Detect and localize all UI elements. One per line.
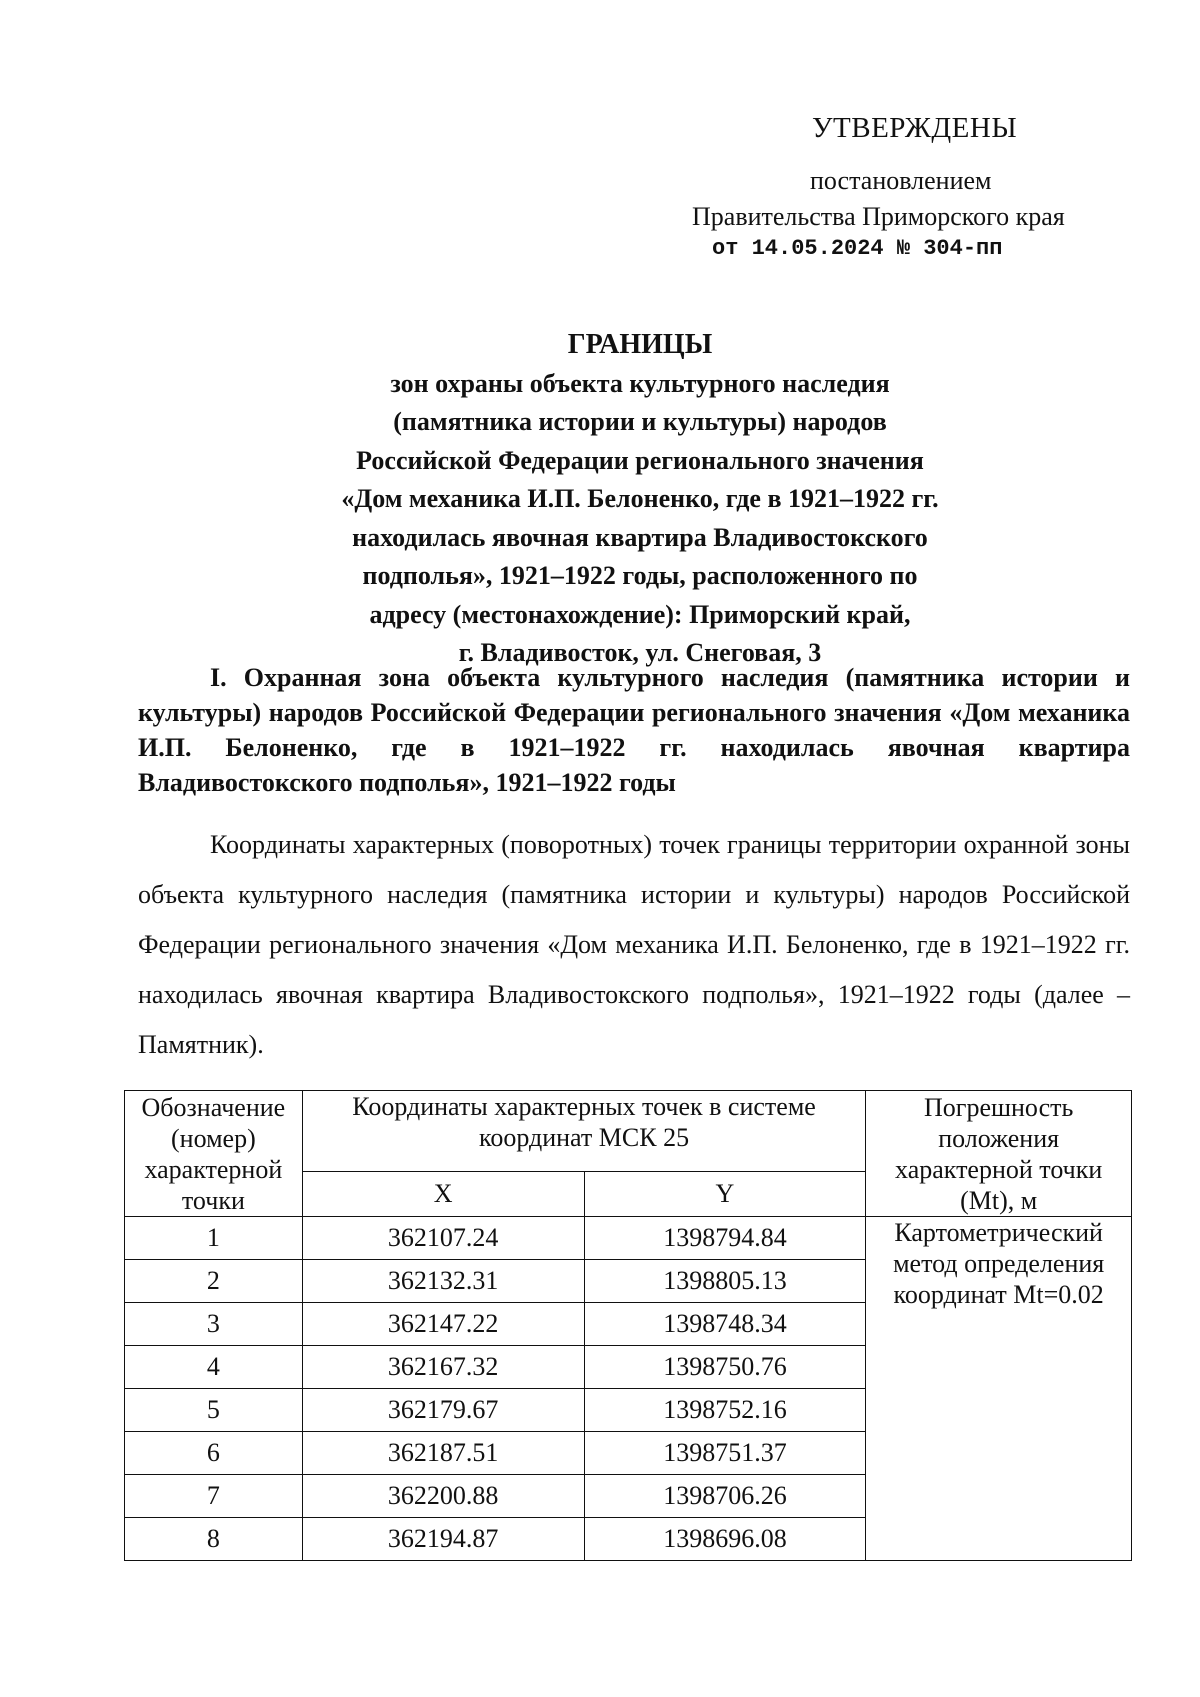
point-number: 4 xyxy=(125,1346,303,1389)
decree-number: от 14.05.2024 № 304-пп xyxy=(712,236,1003,261)
header-coords: Координаты характерных точек в системе координат МСК 25 xyxy=(302,1091,866,1172)
point-number: 7 xyxy=(125,1475,303,1518)
section-heading xyxy=(138,660,1130,800)
document-title xyxy=(240,326,1040,673)
y-value: 1398794.84 xyxy=(584,1217,866,1260)
x-value: 362194.87 xyxy=(302,1518,584,1561)
decree-line-1: постановлением xyxy=(810,166,992,195)
coordinates-table xyxy=(124,1090,1132,1561)
x-value: 362187.51 xyxy=(302,1432,584,1475)
title-line: «Дом механика И.П. Белоненко, где в 1921–1922 гг. xyxy=(341,484,939,513)
x-value: 362167.32 xyxy=(302,1346,584,1389)
point-number: 1 xyxy=(125,1217,303,1260)
y-value: 1398752.16 xyxy=(584,1389,866,1432)
point-number: 8 xyxy=(125,1518,303,1561)
x-value: 362179.67 xyxy=(302,1389,584,1432)
y-value: 1398696.08 xyxy=(584,1518,866,1561)
point-number: 5 xyxy=(125,1389,303,1432)
y-value: 1398805.13 xyxy=(584,1260,866,1303)
title-head: ГРАНИЦЫ xyxy=(567,329,713,360)
title-line: г. Владивосток, ул. Снеговая, 3 xyxy=(458,638,822,667)
title-line: Российской Федерации регионального значения xyxy=(356,445,924,475)
title-line: зон охраны объекта культурного наследия xyxy=(390,368,890,398)
title-line: подполья», 1921–1922 годы, расположенного по xyxy=(362,561,918,590)
x-value: 362200.88 xyxy=(302,1475,584,1518)
x-value: 362132.31 xyxy=(302,1260,584,1303)
point-number: 3 xyxy=(125,1303,303,1346)
method-cell: Картометрический метод определения координат Mt=0.02 xyxy=(866,1217,1132,1561)
approved-label: УТВЕРЖДЕНЫ xyxy=(812,112,1018,144)
body-paragraph: Координаты характерных (поворотных) точек границы территории охранной зоны объекта культурного наследия (памятника истории и культуры) народов Российской Федерации регионального значения «Дом механика И.П. Белоненко, где в 1921–1922 гг. находилась явочная квартира Владивостокского подполья», 1921–1922 годы (далее – Памятник). xyxy=(138,830,1130,1059)
y-value: 1398748.34 xyxy=(584,1303,866,1346)
header-y: Y xyxy=(584,1172,866,1217)
header-error: Погрешность положения характерной точки (Mt), м xyxy=(866,1091,1132,1217)
y-value: 1398751.37 xyxy=(584,1432,866,1475)
x-value: 362107.24 xyxy=(302,1217,584,1260)
header-x: X xyxy=(302,1172,584,1217)
title-line: (памятника истории и культуры) народов xyxy=(393,407,887,436)
y-value: 1398706.26 xyxy=(584,1475,866,1518)
x-value: 362147.22 xyxy=(302,1303,584,1346)
title-line: находилась явочная квартира Владивостокского xyxy=(352,522,928,552)
point-number: 6 xyxy=(125,1432,303,1475)
y-value: 1398750.76 xyxy=(584,1346,866,1389)
table-row xyxy=(125,1217,1132,1260)
decree-line-2: Правительства Приморского края xyxy=(692,202,1065,231)
point-number: 2 xyxy=(125,1260,303,1303)
title-line: адресу (местонахождение): Приморский край, xyxy=(369,599,911,629)
header-point: Обозначение (номер) характерной точки xyxy=(125,1091,303,1217)
section-heading-text: I. Охранная зона объекта культурного наследия (памятника истории и культуры) народов Российской Федерации регионального значения «Дом механика И.П. Белоненко, где в 1921–1922 гг. находилась явочная квартира Владивостокского подполья», 1921–1922 годы xyxy=(138,663,1130,797)
